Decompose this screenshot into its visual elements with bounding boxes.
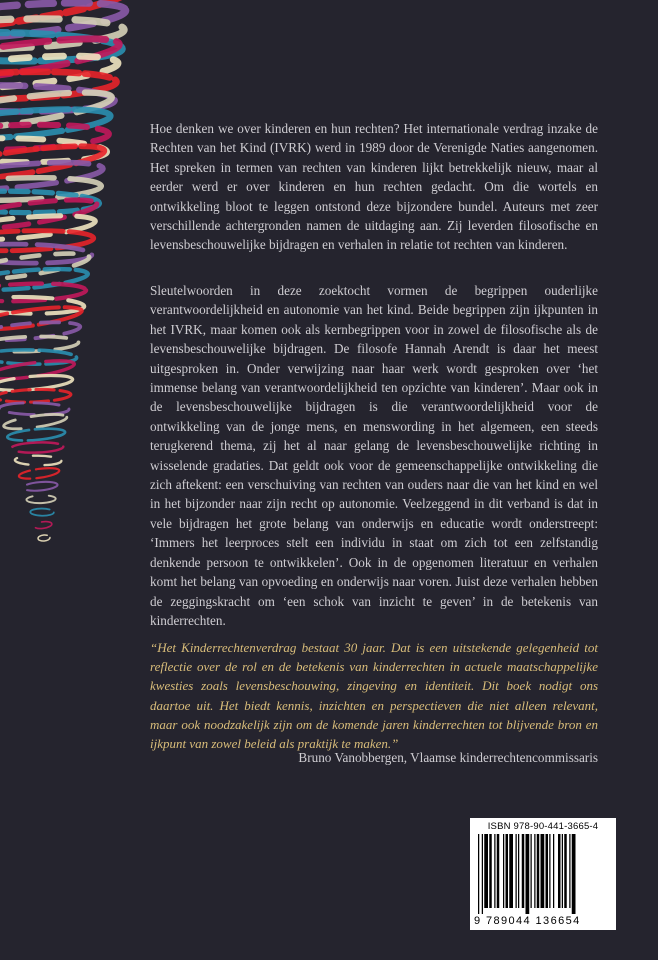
barcode-bar <box>537 834 540 908</box>
quote-attribution: Bruno Vanobbergen, Vlaamse kinderrechtencommissaris <box>298 750 598 765</box>
barcode-bar <box>509 834 513 908</box>
barcode-bar <box>518 834 519 908</box>
barcode-bar <box>541 834 545 908</box>
barcode-bar <box>562 834 563 908</box>
barcode-bar <box>526 834 530 914</box>
spiral-ring <box>18 466 60 481</box>
spiral-ring <box>22 481 58 492</box>
ean-digits: 9 789044 136654 <box>474 915 581 927</box>
spiral-ring <box>0 319 81 343</box>
isbn-label: ISBN 978-90-441-3665-4 <box>487 821 599 832</box>
spiral-ring <box>0 388 71 403</box>
barcode-bar <box>549 834 550 908</box>
barcode-bar <box>569 834 570 908</box>
barcode-bar <box>531 834 532 908</box>
barcode-bar <box>564 834 567 908</box>
barcode-bar <box>558 834 561 908</box>
barcode-bar <box>522 834 525 908</box>
spiral-ring <box>26 495 56 504</box>
barcode-bar <box>572 834 576 914</box>
barcode-bars <box>478 834 608 914</box>
barcode-bar <box>546 834 549 908</box>
barcode-bar <box>484 834 488 908</box>
blurb-paragraph-1: Hoe denken we over kinderen en hun rechten? Het internationale verdrag inzake de Rechten van het Kind (IVRK) werd in 1989 door de Verenigde Naties aangenomen. Het spreken in termen van rechten van kinderen lijkt betrekkelijk nieuw, maar al eerder werd er over kinderen en hun rechten gedacht. Om die wortels en ontwikkeling bloot te leggen ontstond deze bijzondere bundel. Auteurs met zeer verschillende achtergronden namen de uitdaging aan. Zij leverden filosofische en levensbeschouwelijke bijdragen en verhalen in relatie tot rechten van kinderen. <box>150 121 598 253</box>
spiral-ring <box>38 534 50 541</box>
barcode-bar <box>506 834 509 908</box>
spiral-ring <box>30 508 54 516</box>
barcode-bar <box>534 834 535 908</box>
barcode-bar <box>478 834 479 914</box>
spiral-ring <box>34 521 52 530</box>
isbn-barcode <box>470 818 616 930</box>
barcode-bar <box>494 834 495 908</box>
spiral-ring <box>0 265 89 294</box>
barcode-bar <box>497 834 500 908</box>
barcode-bar <box>503 834 504 908</box>
spiral-ring <box>15 455 62 465</box>
barcode-bar <box>553 834 554 908</box>
barcode-bar <box>482 834 483 914</box>
blurb-paragraph-2: Sleutelwoorden in deze zoektocht vormen de begrippen ouderlijke verantwoordelijkheid en autonomie van het kind. Beide begrippen zijn ijkpunten in het IVRK, maar komen ook als kernbegrippen voor in zowel de filosofische als de levensbeschouwelijke bijdragen. De filosofe Hannah Arendt is daar het meest uitgesproken in. Onder verwijzing naar haar werk wordt gesproken over ‘het immense belang van verantwoordelijkheid ten opzichte van kinderen’. Maar ook in de levensbeschouwelijke bijdragen is die verantwoordelijkheid voor de ontwikkeling van de jonge mens, en menswording in het algemeen, een steeds terugkerend thema, zij het al naar gelang de levensbeschouwelijke richting in wisselende gradaties. Dat geldt ook voor de gemeenschappelijke ontwikkeling die zich aftekent: een verschuiving van rechten van ouders naar die van het kind en wel in het bijzonder naar zijn recht op autonomie. Veelzeggend in dit verband is dat in vele bijdragen het grote belang van onderwijs en educatie wordt onderstreept: ‘Immers het leerproces stelt een individu in staat om zich tot een zelfstandig denkende persoon te ontwikkelen’. Ook in de opgenomen literatuur en verhalen komt het belang van opvoeding en onderwijs naar voren. Juist deze verhalen hebben de zeggingskracht om ‘een schok van inzicht te geven’ in de betekenis van kinderrechten. <box>150 283 598 628</box>
endorsement-quote: “Het Kinderrechtenverdrag bestaat 30 jaar. Dat is een uitstekende gelegenheid tot reflectie over de rol en de betekenis van kinderrechten in actuele maatschappelijke kwesties zoals levensbeschouwing, zingeving en identiteit. Dit boek nodigt ons daartoe uit. Het biedt kennis, inzichten en perspectieven die niet alleen relevant, maar ook noodzakelijk zijn om de komende jaren kinderrechten tot blijvende bron en ijkpunt van zowel beleid als praktijk te maken.” <box>150 640 598 752</box>
spiral-ribbon-illustration <box>0 0 160 560</box>
spiral-ring <box>11 442 64 454</box>
spiral-ring <box>0 303 83 334</box>
barcode-bar <box>516 834 517 908</box>
barcode-bar <box>489 834 492 908</box>
